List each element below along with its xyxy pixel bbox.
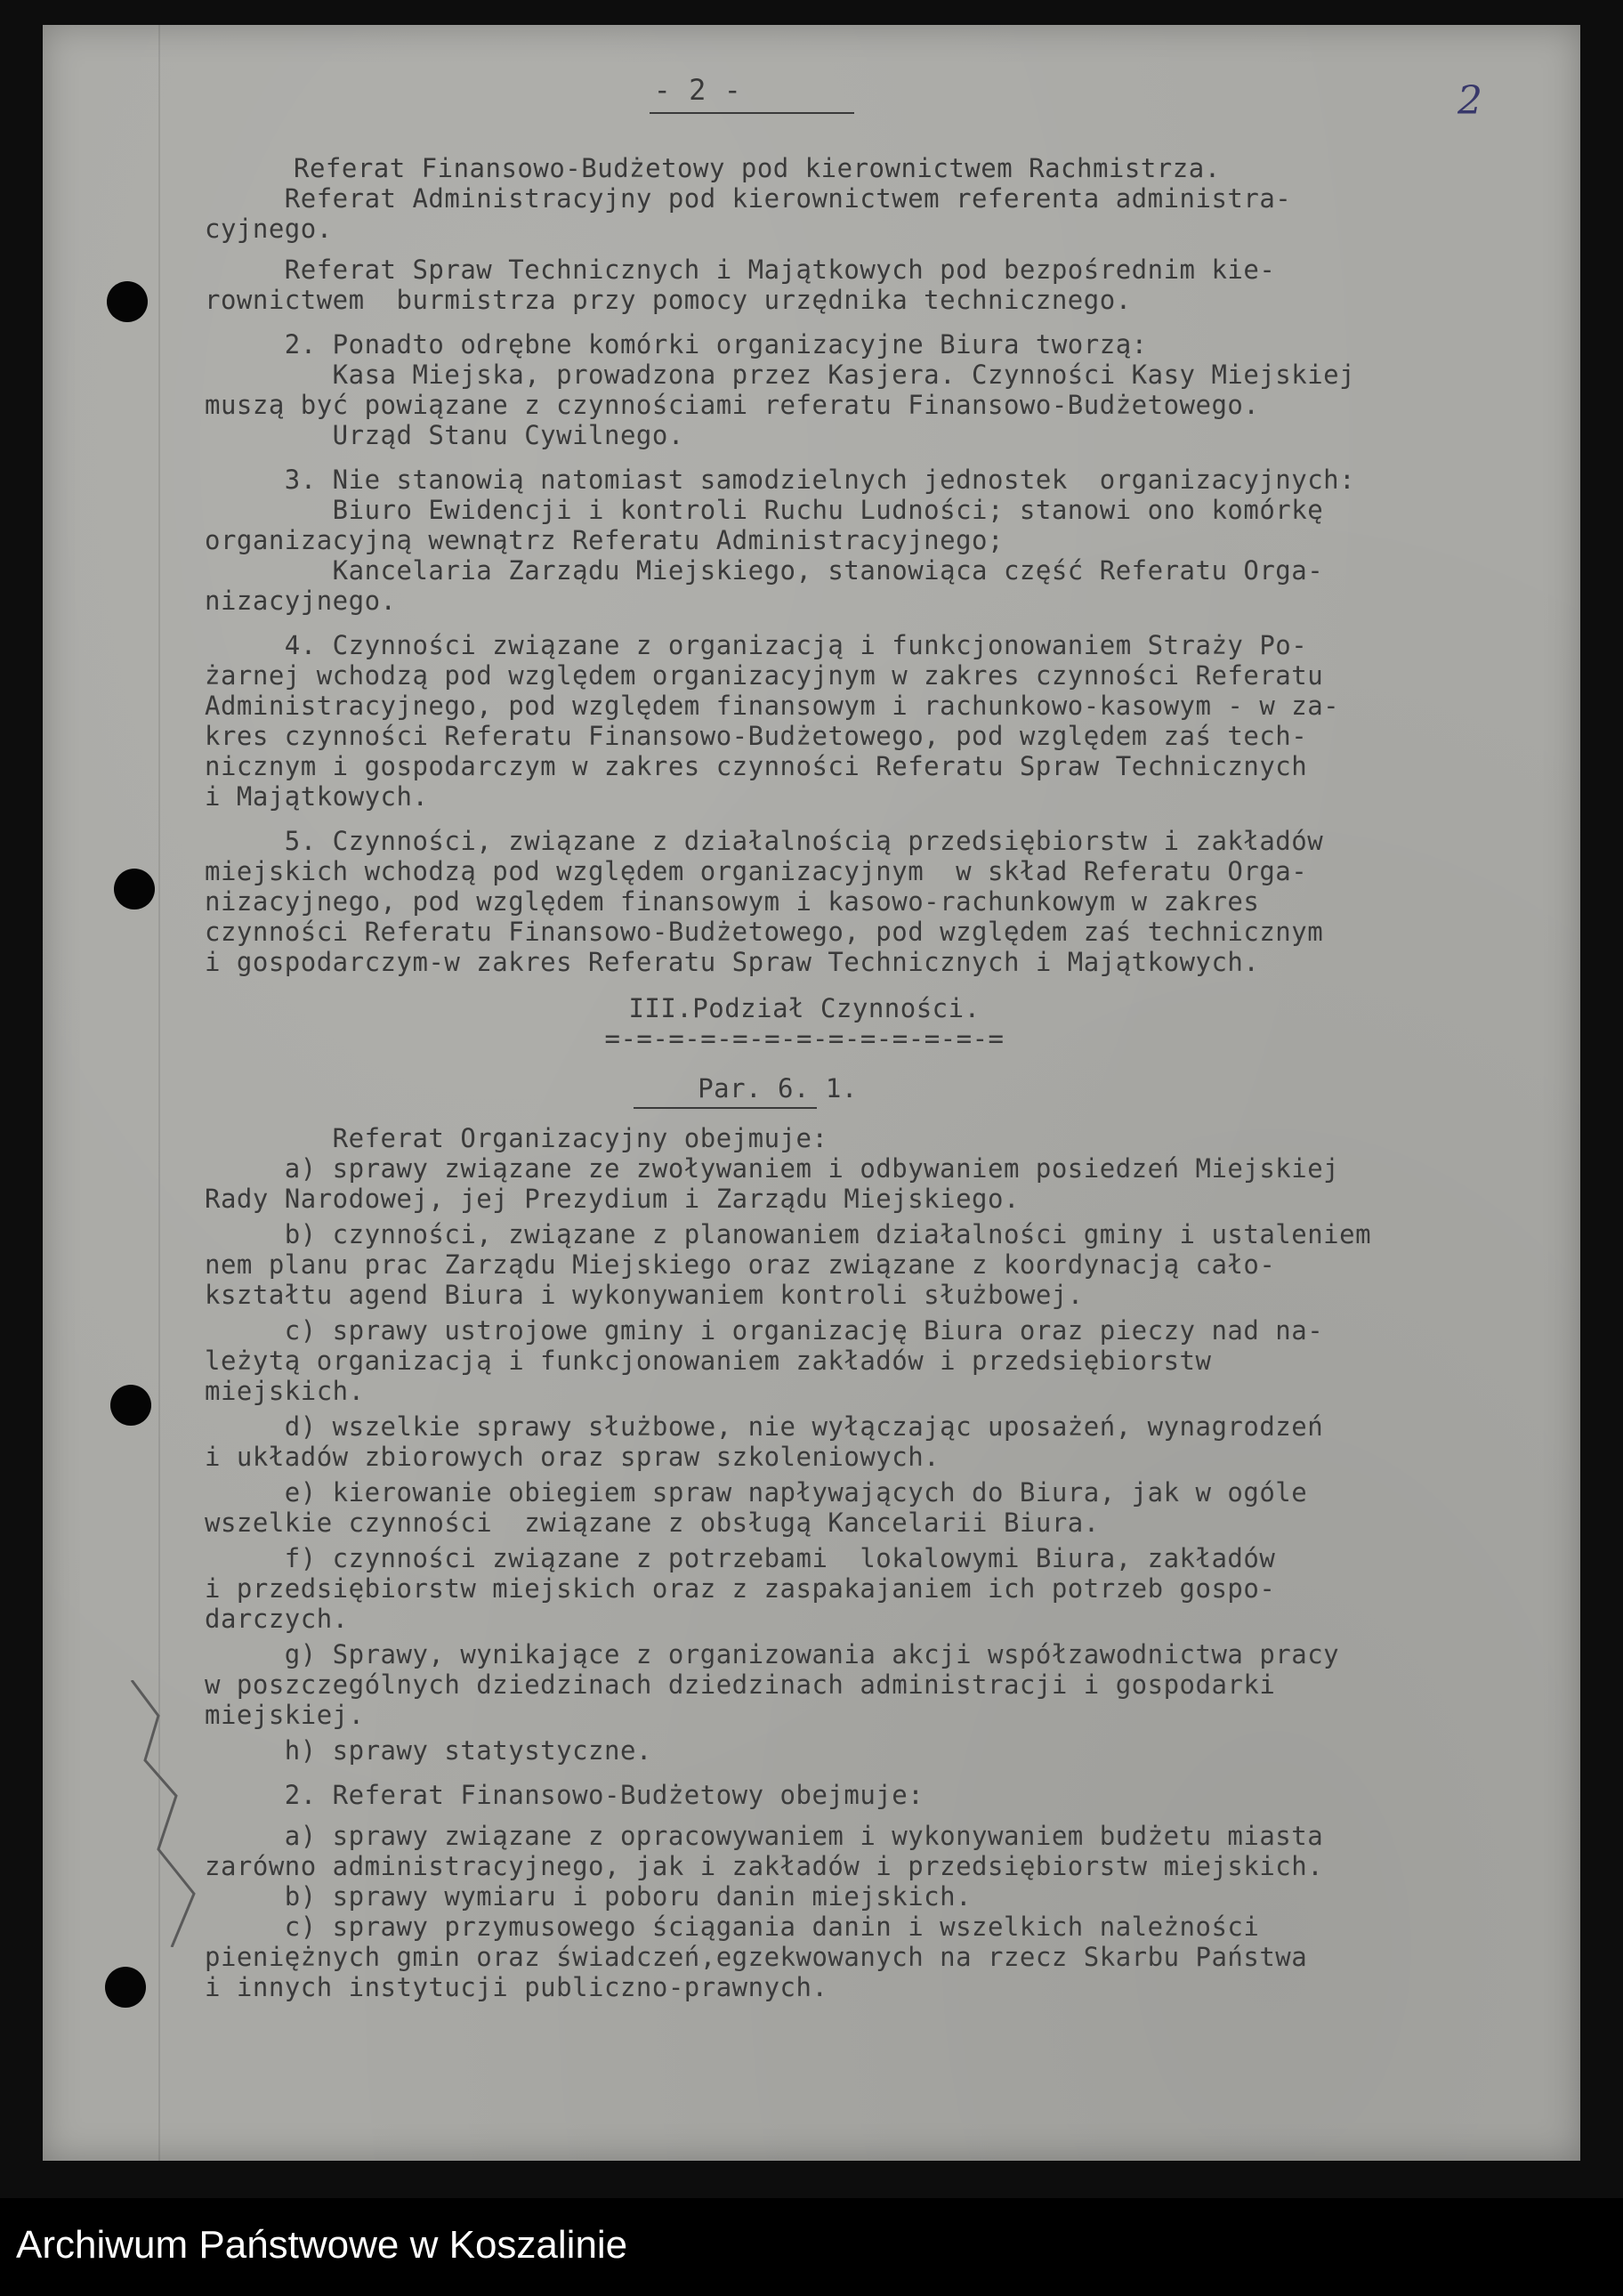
text-line: kres czynności Referatu Finansowo-Budżetowego, pod względem zaś tech- xyxy=(205,721,1308,751)
text-line: darczych. xyxy=(205,1604,349,1634)
archive-name: Archiwum Państwowe w Koszalinie xyxy=(16,2223,628,2267)
text-line: w poszczególnych dziedzinach dziedzinach administracji i gospodarki xyxy=(205,1669,1276,1700)
text-line: c) sprawy przymusowego ściągania danin i wszelkich należności xyxy=(205,1912,1260,1942)
text-line: miejskiej. xyxy=(205,1700,365,1730)
archive-footer xyxy=(0,2198,1623,2296)
text-line: h) sprawy statystyczne. xyxy=(205,1735,652,1766)
text-line: czynności Referatu Finansowo-Budżetowego, pod względem zaś technicznym xyxy=(205,917,1324,947)
text-line: zarówno administracyjnego, jak i zakładów i przedsiębiorstw miejskich. xyxy=(205,1851,1324,1881)
section-underline: =-=-=-=-=-=-=-=-=-=-=-=-= xyxy=(604,1023,1005,1054)
text-line: e) kierowanie obiegiem spraw napływających do Biura, jak w ogóle xyxy=(205,1477,1308,1508)
section-title: III.Podział Czynności. xyxy=(628,993,981,1023)
text-line: Referat Spraw Technicznych i Majątkowych pod bezpośrednim kie- xyxy=(205,255,1276,285)
text-line: nizacyjnego, pod względem finansowym i kasowo-rachunkowym w zakres xyxy=(205,886,1260,917)
text-line: miejskich. xyxy=(205,1376,365,1406)
text-line: Kancelaria Zarządu Miejskiego, stanowiąca część Referatu Orga- xyxy=(205,555,1324,586)
text-line: d) wszelkie sprawy służbowe, nie wyłączając uposażeń, wynagrodzeń xyxy=(205,1411,1324,1442)
text-line: Kasa Miejska, prowadzona przez Kasjera. Czynności Kasy Miejskiej xyxy=(205,360,1356,390)
text-line: Referat Organizacyjny obejmuje: xyxy=(205,1123,828,1153)
handwritten-page-mark: 2 xyxy=(1457,78,1482,124)
text-line: Urząd Stanu Cywilnego. xyxy=(205,420,684,450)
text-line: 4. Czynności związane z organizacją i funkcjonowaniem Straży Po- xyxy=(205,630,1308,660)
text-line: i Majątkowych. xyxy=(205,781,429,812)
text-line: leżytą organizacją i funkcjonowaniem zakładów i przedsiębiorstw xyxy=(205,1346,1212,1376)
text-line: miejskich wchodzą pod względem organizacyjnym w skład Referatu Orga- xyxy=(205,856,1308,886)
text-line: rownictwem burmistrza przy pomocy urzędnika technicznego. xyxy=(205,285,1132,315)
text-line: i gospodarczym-w zakres Referatu Spraw Technicznych i Majątkowych. xyxy=(205,947,1260,977)
text-line: nicznym i gospodarczym w zakres czynności Referatu Spraw Technicznych xyxy=(205,751,1308,781)
text-line: pieniężnych gmin oraz świadczeń,egzekwowanych na rzecz Skarbu Państwa xyxy=(205,1942,1308,1972)
page-number-underline xyxy=(650,112,854,114)
paragraph-title: Par. 6. 1. xyxy=(698,1073,858,1104)
text-line: Rady Narodowej, jej Prezydium i Zarządu Miejskiego. xyxy=(205,1184,1020,1214)
text-line: g) Sprawy, wynikające z organizowania akcji współzawodnictwa pracy xyxy=(205,1639,1340,1669)
text-line: i przedsiębiorstw miejskich oraz z zaspakajaniem ich potrzeb gospo- xyxy=(205,1573,1276,1604)
text-line: żarnej wchodzą pod względem organizacyjnym w zakres czynności Referatu xyxy=(205,660,1324,691)
text-line: Referat Administracyjny pod kierownictwem referenta administra- xyxy=(205,183,1292,214)
text-line: cyjnego. xyxy=(205,214,333,244)
text-line: nem planu prac Zarządu Miejskiego oraz związane z koordynacją cało- xyxy=(205,1249,1276,1280)
text-line: nizacyjnego. xyxy=(205,586,397,616)
text-line: a) sprawy związane z opracowywaniem i wykonywaniem budżetu miasta xyxy=(205,1821,1324,1851)
text-line: wszelkie czynności związane z obsługą Kancelarii Biura. xyxy=(205,1508,1100,1538)
text-line: organizacyjną wewnątrz Referatu Administracyjnego; xyxy=(205,525,1004,555)
text-line: a) sprawy związane ze zwoływaniem i odbywaniem posiedzeń Miejskiej xyxy=(205,1153,1340,1184)
text-line: Biuro Ewidencji i kontroli Ruchu Ludności; stanowi ono komórkę xyxy=(205,495,1324,525)
text-line: Referat Finansowo-Budżetowy pod kierownictwem Rachmistrza. xyxy=(294,153,1221,183)
text-line: Administracyjnego, pod względem finansowym i rachunkowo-kasowym - w za- xyxy=(205,691,1340,721)
text-line: c) sprawy ustrojowe gminy i organizację Biura oraz pieczy nad na- xyxy=(205,1315,1324,1346)
text-line: 5. Czynności, związane z działalnością przedsiębiorstw i zakładów xyxy=(205,826,1324,856)
text-line: 3. Nie stanowią natomiast samodzielnych jednostek organizacyjnych: xyxy=(205,465,1356,495)
text-line: i układów zbiorowych oraz spraw szkoleniowych. xyxy=(205,1442,941,1472)
text-line: b) czynności, związane z planowaniem działalności gminy i ustaleniem xyxy=(205,1219,1372,1249)
text-line: 2. Referat Finansowo-Budżetowy obejmuje: xyxy=(205,1780,925,1810)
text-line: kształtu agend Biura i wykonywaniem kontroli służbowej. xyxy=(205,1280,1084,1310)
text-line: i innych instytucji publiczno-prawnych. xyxy=(205,1972,828,2002)
text-line: 2. Ponadto odrębne komórki organizacyjne Biura tworzą: xyxy=(205,329,1148,360)
paragraph-title-underline xyxy=(634,1107,817,1109)
text-line: f) czynności związane z potrzebami lokalowymi Biura, zakładów xyxy=(205,1543,1276,1573)
page-number: - 2 - xyxy=(653,73,742,107)
text-line: muszą być powiązane z czynnościami referatu Finansowo-Budżetowego. xyxy=(205,390,1260,420)
text-line: b) sprawy wymiaru i poboru danin miejskich. xyxy=(205,1881,973,1912)
